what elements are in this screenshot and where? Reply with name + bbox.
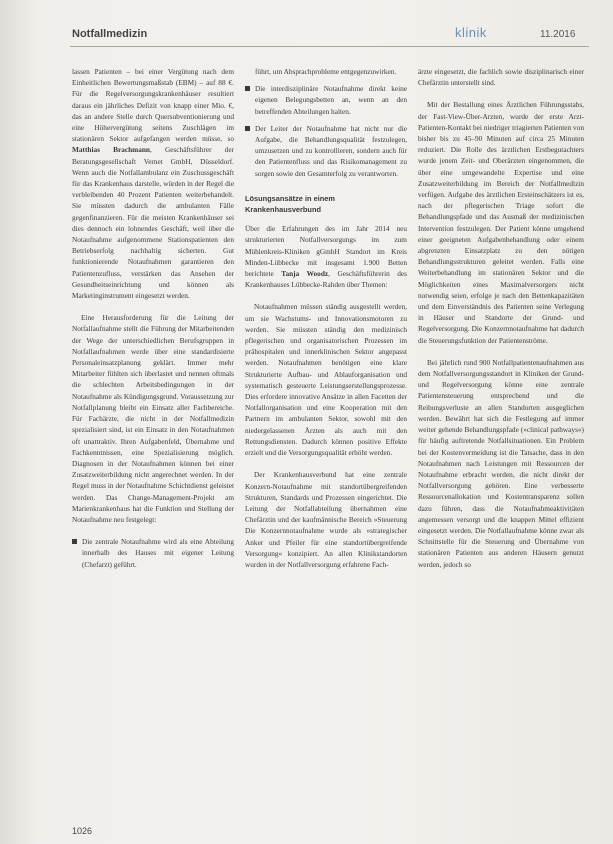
paragraph: Bei jährlich rund 900 Notfallpatientenaufnahmen aus dem Notfallversorgungsstandort in Kliniken der Grund- und Regelversorgung könne eine zentrale Patientensteuerung entsprechend und die Reibungsverluste an allen Standorten ausgeglichen werden. Bewährt hat sich die Festlegung auf immer weiter gehende Behandlungspfade (»clinical pathways«) für häufig auftretende Notfallsituationen. Ein Problem bei der Kostenvermeidung ist die Tatsache, dass in den Notaufnahmen nach Leistungen mit Ressourcen der Notaufnahme erbracht werden, die nicht direkt der Notfallversorgung gehören. Eine verbesserte Ressourcenallokation und Kostentransparenz sollen dazu führen, dass die Notaufnahmeaktivitäten angemessen versorgt und die knappen Mittel effizient eingesetzt werden. Die Notfallaufnahme könne zwar als Schnittstelle für die Steuerung und Übernahme von stationären Patienten aus anderen Häusern genutzt werden, jedoch so xyxy=(418,357,584,569)
bullet-text: Der Leiter der Notaufnahme hat nicht nur die Aufgabe, die Behandlungsqualität festzulegen, umzusetzen und zu kontrollieren, sondern auch für den Patientenfluss und das Risikomanagement zu sorgen sowie den Gesamterfolg zu verantworten. xyxy=(255,123,407,178)
square-bullet-icon xyxy=(245,86,250,91)
subheading: Lösungsansätze in einem Krankenhausverbund xyxy=(245,193,335,215)
paragraph: ärzte eingesetzt, die fachlich sowie disziplinarisch einer Chefärztin unterstellt sind. xyxy=(418,67,584,88)
bullet-text: Die zentrale Notaufnahme wird als eine Abteilung innerhalb des Hauses mit eigener Leitung (Chefarzt) geführt. xyxy=(82,537,234,569)
bullet-item xyxy=(245,83,407,117)
bullet-item xyxy=(245,123,407,179)
bullet-item xyxy=(245,66,407,77)
person-name: Tanja Woodz xyxy=(281,269,329,279)
section-title: Notfallmedizin xyxy=(72,28,148,40)
paragraph: Mit der Bestallung eines Ärztlichen Führungsstabs, der Fast-View-Über-Arzten, wurde der erste Arzt-Patienten-Kontakt bei niedriger triagierten Patienten von bisher bis zu 45–90 Minuten auf circa 25 Minuten reduziert. Die Rolle des ärztlichen Erstbegutachters wurde jenem Zeit- und Oberärzten eingenommen, die über eine umgewandelte Expertise und eine Zusatzweiterbildung im Bereich der Notfallmedizin verfügen. Aufgabe des ärztlichen Ersteinschätzers ist es, nach der pflegerischen Triage sofort die Behandlungspfade und das Ausmaß der medizinischen Intervention festzulegen. Der Patient könne umgehend einer geeigneten Aufgabenbehandlung oder einem abgrenzten Einsatzplatz zu den nötigen Behandlungsstrukturen geleitet werden. Falls eine Weiterbehandlung im stationären Sektor und die Möglichkeiten eines Maximalversorgers nicht notwendig seien, erfolge je nach den Bettenkapazitäten und dem Einverständnis des Patienten seine Verlegung in Häuser und Standorte der Grund- und Regelversorgung. Die Konzernnotaufnahme hat dadurch die Steuerungsfunktion der Patientenströme. xyxy=(418,100,584,345)
paragraph-text: Über die Erfahrungen des im Jahr 2014 neu strukturierten Notfallversorgungs im zum Mühlenkreis-Kliniken gGmbH Standort im Kreis Minden-Lübbecke mit insgesamt 1.900 Betten berichtete xyxy=(245,224,407,279)
square-bullet-icon xyxy=(72,539,77,544)
paragraph xyxy=(245,223,407,290)
paragraph: Notaufnahmen müssen ständig ausgestellt werden, um sie Wachstums- und Innovationsmotoren zu werden. Sie müssten ständig den medizinisch pflegerischen und organisatorischen Prozessen im prähospitalen und innerklinischen Sektor angepasst werden. Notaufnahmen benötigen eine klare Strukturierte Aufbau- und Ablauforganisation und systematisch gesteuerte Leistungserstellungsprozesse. Dies erfordere innovative Ansätze in allen Facetten der Notfallorganisation und eine Kooperation mit den Partnern im ambulanten Sektor, sowohl mit den niedergelassenen Ärzten als auch mit den Rettungsdiensten. Dadurch können positive Effekte erzielt und die Versorgungsqualität erhöht werden. xyxy=(245,302,407,458)
paragraph-text: , Geschäftsführer der Beratungsgesellschaft Vernet GmbH, Düsseldorf. Wenn auch die Notfallambulanz ein Zuschussgeschäft für das Krankenhaus darstelle, würden in der Regel die verbleibenden 40 Prozent Patienten weiterbehandelt. Sie müssten dadurch die ambulanten Fälle gegenfinanzieren. Für die meisten Krankenhäuser sei dies dennoch ein lohnendes Geschäft, weil über die Notaufnahme aufgenommene Stationspatienten den Betriebserfolg nachhaltig sicherten. Gut funktionierende Notaufnahmen garantieren den Patientenzufluss, verstärken das Ansehen der Gesundheitseinrichtung und können als Marketinginstrument eingesetzt werden. xyxy=(72,145,235,301)
person-name: Matthias Brachmann xyxy=(72,145,150,155)
paragraph-text: lassen Patienten – bei einer Vergütung nach dem Einheitlichen Bewertungsmaßstab (EBM) – auf 88 €. Für die Regelversorgungskrankenhäuser resultiert daraus ein jährliches Defizit von knapp einer Mio. €, das an andere Stelle durch Quersubventionierung und eine Höhervergütung seitens Zuschlägen im stationären Sektor aufgefangen werden müsse, so xyxy=(72,67,234,144)
paragraph-text: , Geschäftsführerin des Krankenhauses Lübbecke-Rahden über Themen: xyxy=(245,269,407,290)
paragraph: Der Krankenhausverbund hat eine zentrale Konzern-Notaufnahme mit standortübergreifenden Strukturen, Standards und Prozessen eingerichtet. Die Leitung der Notfallabteilung übernahmen eine Chefärztin und der kaufmännische Bereich »Steuerung Die Konzernnotaufnahme wurde als »strategischer Anker und Pfeiler für eine standortübergreifende Versorgung« konzipiert. An allen Klinikstandorten wurden in der Notfallversorgung erfahrene Fach- xyxy=(245,470,407,569)
page-number: 1026 xyxy=(72,826,93,836)
text-column-2 xyxy=(245,66,407,581)
text-column-3 xyxy=(418,66,584,581)
paragraph xyxy=(72,66,234,301)
square-bullet-icon xyxy=(245,126,250,131)
bullet-text: Die interdisziplinäre Notaufnahme direkt keine eigenen Belegungsbetten an, wenn an den betreffenden Abteilungen halten. xyxy=(255,84,407,116)
bullet-item xyxy=(72,536,234,570)
magazine-logo: klinik xyxy=(455,25,487,40)
header-rule xyxy=(70,46,589,47)
bullet-text: führt, um Absprachprobleme entgegenzuwirken. xyxy=(255,67,397,76)
text-column-1 xyxy=(72,66,234,576)
issue-date: 11.2016 xyxy=(540,29,576,40)
paragraph: Eine Herausforderung für die Leitung der Notfallaufnahme stellt die Führung der Mitarbeitenden der Wege der unterschiedlichen Berufsgruppen in Notfallaufnahmen werde über eine standardisierte Personaleinsatzplanung geklärt. Immer mehr Mitarbeiter fühlten sich überlastet und nennen oftmals die schlechten Arbeitsbedingungen in der Notaufnahme als Kündigungsgrund. Voraussetzung zur Notfallplanung bleibt ein Einsatz aller Fachbereiche. Für Fachärzte, die nicht in der Notfallmedizin spezialisiert sind, ist ein Einsatz in den Notaufnahmen oft unattraktiv. Ihren Aufgabenfeld, Übernahme und Fachkenntnissen, eine Spezialisierung möglich. Diagnosen in der Notaufnahmen können bei einer Zusatzweiterbildung nicht angerechnet werden. In der Regel muss in der Notaufnahme Schichtdienst geleistet werden. Das Change-Management-Projekt am Marienkrankenhaus hat die Funktion und Stellung der Notaufnahme neu festgelegt: xyxy=(72,313,234,524)
